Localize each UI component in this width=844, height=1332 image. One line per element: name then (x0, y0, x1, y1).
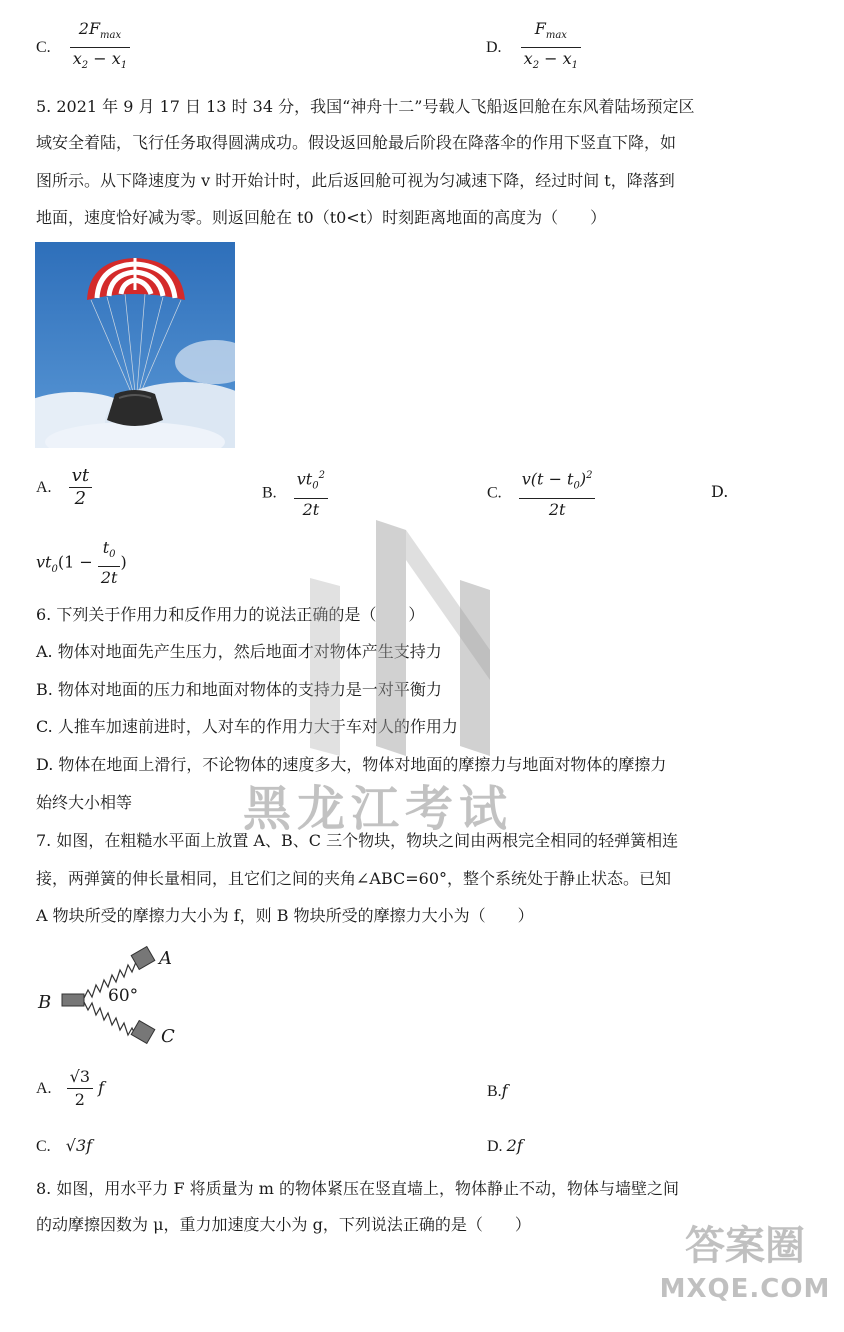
fraction: $\frac{vt_0^2}{2t}$ (294, 465, 328, 521)
q6-stem: 6. 下列关于作用力和反作用力的说法正确的是（ ） (36, 605, 425, 624)
q7-option-d: D. 2f (487, 1136, 523, 1155)
fraction: $\frac{vt}{2}$ (69, 465, 92, 510)
q7-option-b: B.f (487, 1081, 508, 1100)
fraction: $\frac{t_0}{2t}$ (98, 537, 121, 589)
q7-line-1: 7. 如图，在粗糙水平面上放置 A、B、C 三个物块，物块之间由两根完全相同的轻弹簧相连 (36, 831, 679, 850)
q7-line-3: A 物块所受的摩擦力大小为 f，则 B 物块所受的摩擦力大小为（ ） (36, 906, 534, 925)
q5-line-2: 域安全着陆，飞行任务取得圆满成功。假设返回舱最后阶段在降落伞的作用下竖直下降，如 (36, 133, 677, 152)
q6-option-a: A. 物体对地面先产生压力，然后地面才对物体产生支持力 (36, 642, 442, 661)
angle-label: 60° (108, 986, 139, 1006)
q5-option-c: C. $\frac{v(t - t_0)^2}{2t}$ (487, 465, 595, 521)
q5-option-a: A. $\frac{vt}{2}$ (36, 465, 92, 510)
q7-option-a: A. $\frac{√3}{2}$ f (36, 1067, 105, 1109)
fraction: $\frac{v(t - t_0)^2}{2t}$ (519, 465, 596, 521)
q6-option-d: D. 物体在地面上滑行，不论物体的速度多大，物体对地面的摩擦力与地面对物体的摩擦力 (36, 755, 667, 774)
fraction: $\frac{√3}{2}$ (67, 1066, 93, 1111)
watermark-corner-bottom: MXQE.COM (659, 1274, 831, 1304)
watermark-corner-top: 答案圈 (685, 1223, 805, 1269)
q6-option-c: C. 人推车加速前进时，人对车的作用力大于车对人的作用力 (36, 717, 458, 736)
q5-line-4: 地面，速度恰好减为零。则返回舱在 t0（t0<t）时刻距离地面的高度为（ ） (36, 208, 607, 227)
spring-diagram (36, 940, 186, 1050)
q6-option-b: B. 物体对地面的压力和地面对物体的支持力是一对平衡力 (36, 680, 442, 699)
q5-option-b: B. $\frac{vt_0^2}{2t}$ (262, 465, 328, 521)
q8-line-2: 的动摩擦因数为 μ，重力加速度大小为 g，下列说法正确的是（ ） (36, 1215, 531, 1234)
watermark-corner (655, 1220, 835, 1306)
q4-option-c (36, 18, 130, 77)
q4-option-d (486, 18, 581, 77)
label-a: A (159, 948, 172, 969)
parachute-photo (35, 242, 235, 448)
fraction: $\frac{2F_{max}}{x_2 - x_1}$ (70, 18, 130, 77)
label-b: B (38, 992, 52, 1013)
label-c: C (161, 1026, 175, 1047)
watermark-text: 黑龙江考试 (243, 781, 514, 837)
q5-line-1: 5. 2021 年 9 月 17 日 13 时 34 分，我国“神舟十二”号载人飞船返回舱在东风着陆场预定区 (36, 97, 695, 116)
option-label: C. (36, 39, 51, 57)
option-label: D. (486, 39, 502, 57)
q8-line-1: 8. 如图，用水平力 F 将质量为 m 的物体紧压在竖直墙上，物体静止不动，物体与墙壁之间 (36, 1179, 679, 1198)
q5-option-d-expression: $vt_0(1$ − $\frac{t_0}{2t}$ ) (36, 538, 127, 588)
q6-option-d-cont: 始终大小相等 (36, 793, 133, 812)
q7-option-c: C. √3f (36, 1136, 93, 1155)
q5-line-3: 图所示。从下降速度为 v 时开始计时，此后返回舱可视为匀减速下降，经过时间 t，降落到 (36, 171, 675, 190)
q7-line-2: 接，两弹簧的伸长量相同，且它们之间的夹角∠ABC=60°，整个系统处于静止状态。已知 (36, 869, 672, 888)
fraction: $\frac{F_{max}}{x_2 - x_1}$ (521, 18, 581, 77)
watermark-logo (300, 520, 500, 774)
q5-option-d-label: D. (711, 482, 729, 501)
